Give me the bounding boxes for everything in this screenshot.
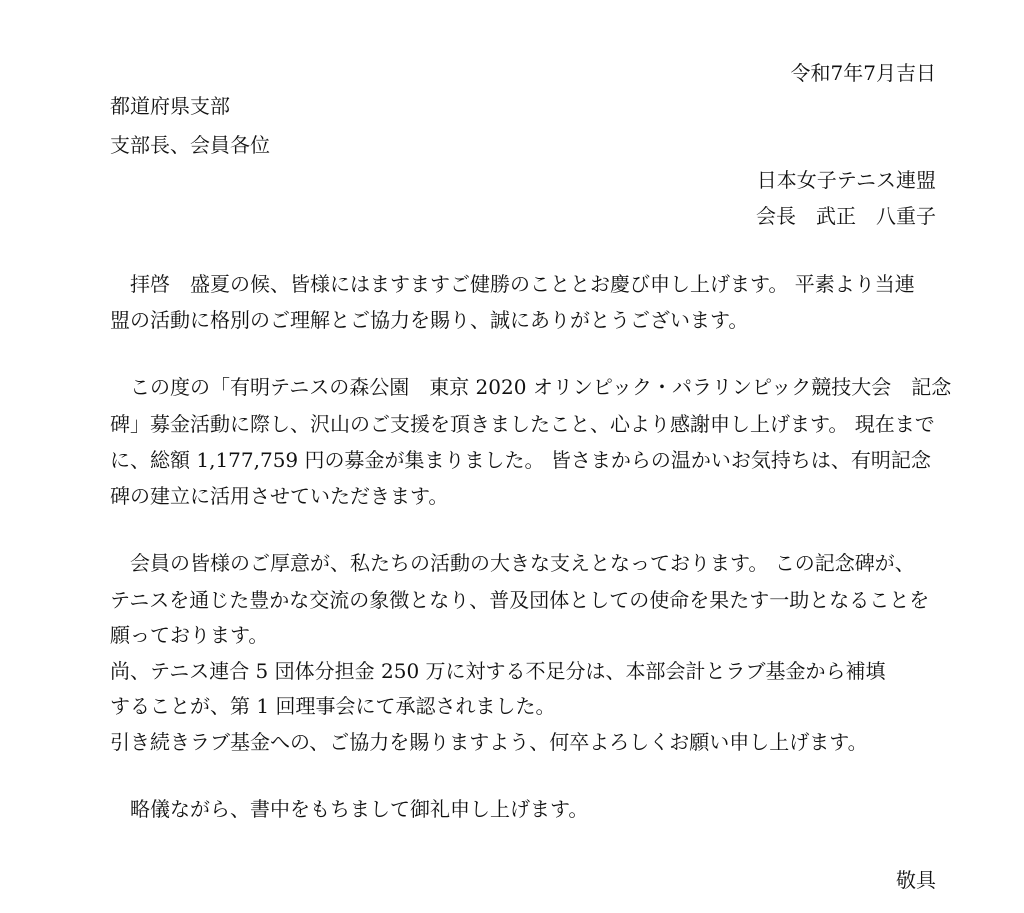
letter-date: 令和7年7月吉日 [790, 61, 936, 85]
closing-keigu: 敬具 [896, 868, 936, 892]
body-line: 会員の皆様のご厚意が、私たちの活動の大きな支えとなっております。 この記念碑が、 [110, 551, 915, 575]
body-line: することが、第 1 回理事会にて承認されました。 [110, 694, 556, 718]
body-line: 願っております。 [110, 623, 269, 647]
body-line: 略儀ながら、書中をもちまして御礼申し上げます。 [110, 797, 589, 821]
body-line: 引き続きラブ基金への、ご協力を賜りますよう、何卒よろしくお願い申し上げます。 [110, 730, 868, 754]
body-line: 碑」募金活動に際し、沢山のご支援を頂きましたこと、心より感謝申し上げます。 現在まで [110, 412, 935, 436]
body-line: 盟の活動に格別のご理解とご協力を賜り、誠にありがとうございます。 [110, 308, 749, 332]
body-line: 拝啓 盛夏の候、皆様にはますますご健勝のこととお慶び申し上げます。 平素より当連 [110, 272, 915, 296]
body-line: 尚、テニス連合 5 団体分担金 250 万に対する不足分は、本部会計とラブ基金から補填 [110, 659, 886, 683]
recipient-line-2: 支部長、会員各位 [110, 133, 270, 157]
body-line: この度の「有明テニスの森公園 東京 2020 オリンピック・パラリンピック競技大会 記念 [110, 375, 952, 399]
body-line: 碑の建立に活用させていただきます。 [110, 484, 449, 508]
sender-organization: 日本女子テニス連盟 [756, 168, 936, 192]
recipient-line-1: 都道府県支部 [110, 94, 230, 118]
sender-president: 会長 武正 八重子 [756, 204, 936, 228]
body-line: テニスを通じた豊かな交流の象徴となり、普及団体としての使命を果たす一助となることを [110, 588, 930, 612]
body-line: に、総額 1,177,759 円の募金が集まりました。 皆さまからの温かいお気持ちは、有明記念 [110, 448, 931, 472]
